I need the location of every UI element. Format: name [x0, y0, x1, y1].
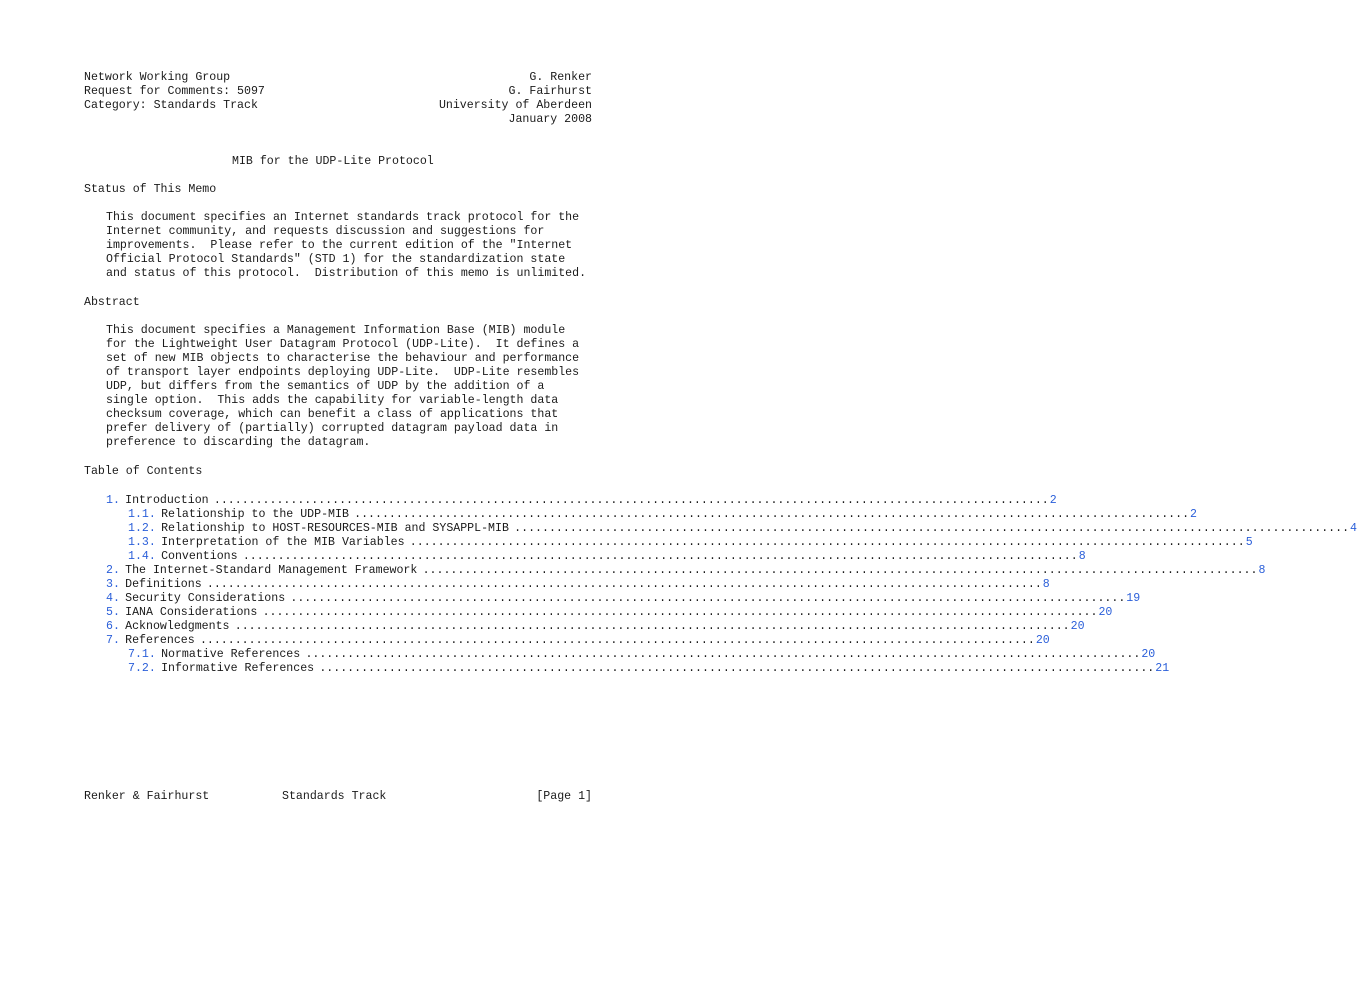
- toc-entry-title: The Internet-Standard Management Framework: [125, 564, 418, 577]
- toc-entry-title: Interpretation of the MIB Variables: [161, 536, 405, 549]
- toc-leader-dots: ........................................................................................................................: [199, 634, 1035, 647]
- toc-entry-definitions[interactable]: [106, 578, 1050, 592]
- abstract-heading: Abstract: [84, 296, 140, 309]
- toc-leader-dots: ........................................................................................................................: [290, 592, 1126, 605]
- toc-entry-title: Introduction: [125, 494, 209, 507]
- header-working-group: Network Working Group: [84, 71, 231, 84]
- toc-entry-page-link[interactable]: 20: [1035, 634, 1050, 647]
- toc-heading: Table of Contents: [84, 465, 203, 478]
- toc-entry-informative-references[interactable]: [128, 662, 1170, 676]
- footer-page-number: [Page 1]: [536, 790, 592, 803]
- header-rfc-number: Request for Comments: 5097: [84, 85, 265, 98]
- toc-entry-title: Relationship to the UDP-MIB: [161, 508, 349, 521]
- toc-entry-number[interactable]: 4.: [106, 592, 120, 605]
- toc-entry-title: IANA Considerations: [125, 606, 258, 619]
- footer-authors: Renker & Fairhurst: [84, 790, 210, 803]
- abstract-line: for the Lightweight User Datagram Protocol (UDP-Lite). It defines a: [106, 338, 580, 351]
- toc-entry-page-link[interactable]: 2: [1190, 508, 1197, 521]
- toc-entry-title: Definitions: [125, 578, 202, 591]
- toc-entry-number[interactable]: 2.: [106, 564, 120, 577]
- toc-entry-title: Acknowledgments: [125, 620, 230, 633]
- status-line: improvements. Please refer to the current edition of the "Internet: [106, 239, 573, 252]
- toc-leader-dots: ........................................................................................................................: [242, 550, 1078, 563]
- abstract-line: single option. This adds the capability for variable-length data: [106, 394, 559, 407]
- toc-entry-iana[interactable]: [106, 606, 1113, 620]
- toc-entry-page-link[interactable]: 19: [1126, 592, 1141, 605]
- toc-leader-dots: ........................................................................................................................: [206, 578, 1042, 591]
- header-date: January 2008: [508, 113, 592, 126]
- status-heading: Status of This Memo: [84, 183, 217, 196]
- status-line: Official Protocol Standards" (STD 1) for the standardization state: [106, 253, 566, 266]
- abstract-line: UDP, but differs from the semantics of UDP by the addition of a: [106, 380, 545, 393]
- toc-entry-interpretation[interactable]: [128, 536, 1253, 550]
- abstract-line: set of new MIB objects to characterise the behaviour and performance: [106, 352, 580, 365]
- toc-leader-dots: ........................................................................................................................: [514, 522, 1350, 535]
- toc-entry-management-framework[interactable]: [106, 564, 1266, 578]
- toc-leader-dots: ........................................................................................................................: [305, 648, 1141, 661]
- toc-entry-page-link[interactable]: 8: [1258, 564, 1266, 577]
- toc-entry-title: References: [125, 634, 195, 647]
- header-category: Category: Standards Track: [84, 99, 258, 112]
- toc-entry-number[interactable]: 1.1.: [128, 508, 156, 521]
- toc-entry-relationship-udp-mib[interactable]: [128, 508, 1197, 522]
- toc-entry-number[interactable]: 5.: [106, 606, 120, 619]
- toc-leader-dots: ........................................................................................................................: [234, 620, 1070, 633]
- toc-leader-dots: ........................................................................................................................: [354, 508, 1190, 521]
- toc-entry-title: Informative References: [161, 662, 315, 675]
- document-title: MIB for the UDP-Lite Protocol: [232, 155, 434, 168]
- toc-entry-number[interactable]: 1.3.: [128, 536, 156, 549]
- toc-entry-title: Conventions: [161, 550, 238, 563]
- abstract-line: This document specifies a Management Information Base (MIB) module: [106, 324, 566, 337]
- status-line: Internet community, and requests discussion and suggestions for: [106, 225, 545, 238]
- header-author-2: G. Fairhurst: [508, 85, 592, 98]
- toc-entry-title: Security Considerations: [125, 592, 286, 605]
- toc-entry-security[interactable]: [106, 592, 1141, 606]
- header-author-1: G. Renker: [529, 71, 592, 84]
- toc-entry-number[interactable]: 6.: [106, 620, 120, 633]
- toc-entry-page-link[interactable]: 2: [1049, 494, 1057, 507]
- toc-entry-page-link[interactable]: 8: [1078, 550, 1086, 563]
- toc-leader-dots: ........................................................................................................................: [422, 564, 1258, 577]
- toc-entry-conventions[interactable]: [128, 550, 1086, 564]
- toc-entry-references[interactable]: [106, 634, 1050, 648]
- toc-entry-number[interactable]: 3.: [106, 578, 120, 591]
- toc-entry-page-link[interactable]: 21: [1155, 662, 1170, 675]
- abstract-line: preference to discarding the datagram.: [106, 436, 371, 449]
- toc-entry-number[interactable]: 7.2.: [128, 662, 156, 675]
- toc-entry-page-link[interactable]: 20: [1098, 606, 1113, 619]
- toc-leader-dots: ........................................................................................................................: [262, 606, 1098, 619]
- toc-leader-dots: ........................................................................................................................: [213, 494, 1049, 507]
- toc-entry-page-link[interactable]: 20: [1070, 620, 1085, 633]
- toc-entry-introduction[interactable]: [106, 494, 1057, 508]
- toc-entry-page-link[interactable]: 8: [1042, 578, 1050, 591]
- status-line: and status of this protocol. Distribution of this memo is unlimited.: [106, 267, 587, 280]
- toc-entry-title: Normative References: [161, 648, 301, 661]
- abstract-line: of transport layer endpoints deploying UDP-Lite. UDP-Lite resembles: [106, 366, 580, 379]
- toc-leader-dots: ........................................................................................................................: [409, 536, 1245, 549]
- abstract-line: prefer delivery of (partially) corrupted datagram payload data in: [106, 422, 559, 435]
- toc-entry-page-link[interactable]: 4: [1350, 522, 1357, 535]
- header-affiliation: University of Aberdeen: [438, 99, 592, 112]
- toc-entry-number[interactable]: 1.2.: [128, 522, 156, 535]
- toc-leader-dots: ........................................................................................................................: [319, 662, 1155, 675]
- toc-entry-number[interactable]: 1.: [106, 494, 120, 507]
- toc-entry-number[interactable]: 1.4.: [128, 550, 156, 563]
- toc-entry-page-link[interactable]: 20: [1141, 648, 1156, 661]
- toc-entry-acknowledgments[interactable]: [106, 620, 1085, 634]
- footer-category: Standards Track: [282, 790, 387, 803]
- toc-entry-number[interactable]: 7.: [106, 634, 120, 647]
- toc-entry-relationship-host-resources[interactable]: [128, 522, 1357, 536]
- status-line: This document specifies an Internet standards track protocol for the: [106, 211, 580, 224]
- toc-entry-page-link[interactable]: 5: [1245, 536, 1253, 549]
- toc-entry-number[interactable]: 7.1.: [128, 648, 156, 661]
- abstract-line: checksum coverage, which can benefit a class of applications that: [106, 408, 559, 421]
- toc-entry-normative-references[interactable]: [128, 648, 1156, 662]
- toc-entry-title: Relationship to HOST-RESOURCES-MIB and SYSAPPL-MIB: [161, 522, 509, 535]
